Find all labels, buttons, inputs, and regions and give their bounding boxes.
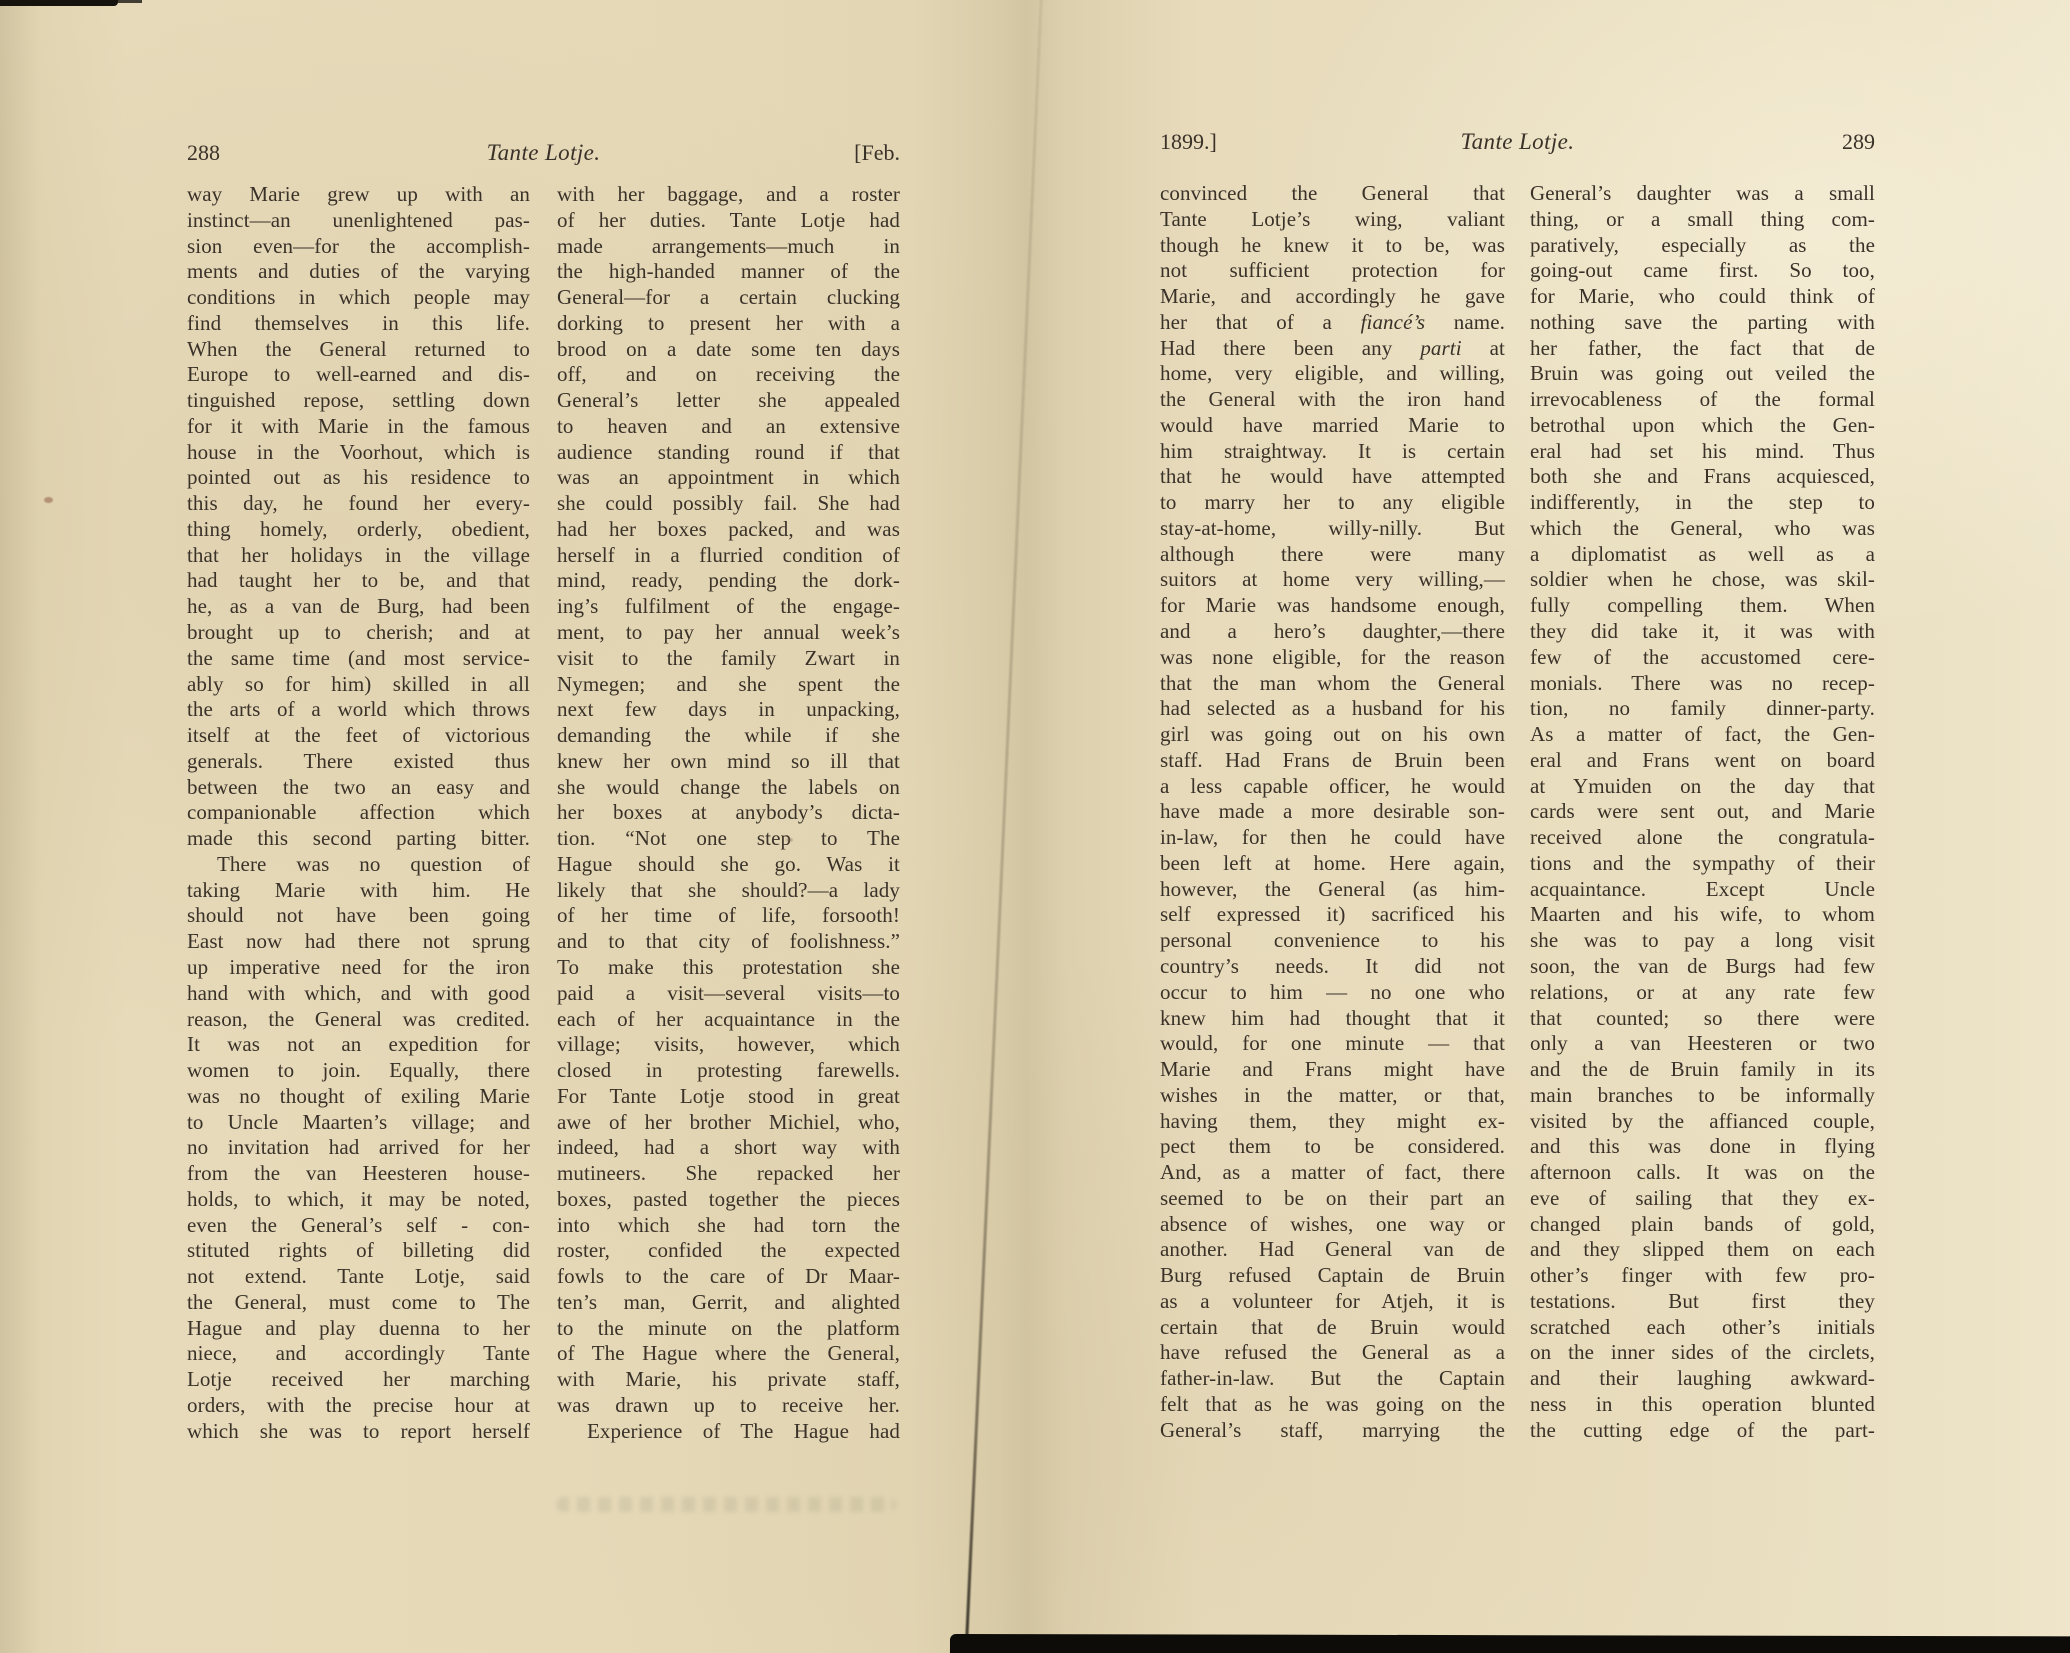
text-line: betrothal upon which the Gen- xyxy=(1530,412,1875,437)
text-line: father-in-law. But the Captain xyxy=(1160,1366,1505,1391)
text-line: another. Had General van de xyxy=(1160,1237,1505,1262)
right-page-header xyxy=(1160,129,1875,163)
text-line: would, for one minute — that xyxy=(1160,1031,1505,1056)
text-line: Bruin was going out veiled the xyxy=(1530,361,1875,386)
text-line: closed in protesting farewells. xyxy=(557,1058,900,1083)
text-line: to heaven and an extensive xyxy=(557,413,900,438)
text-line: way Marie grew up with an xyxy=(187,182,530,206)
text-line: that her holidays in the village xyxy=(187,542,530,567)
text-line: ing’s fulfilment of the engage- xyxy=(557,594,900,619)
text-line: orders, with the precise hour at xyxy=(187,1392,530,1417)
text-line: which the General, who was xyxy=(1530,515,1875,540)
text-line: cards were sent out, and Marie xyxy=(1530,799,1875,824)
text-line: the high-handed manner of the xyxy=(557,259,900,284)
text-line: tions and the sympathy of their xyxy=(1530,850,1875,875)
text-line: and to that city of foolishness.” xyxy=(557,929,900,954)
text-line: would have married Marie to xyxy=(1160,412,1505,437)
text-line: though he knew it to be, was xyxy=(1160,232,1505,257)
text-line: self expressed it) sacrificed his xyxy=(1160,902,1505,927)
text-line: wishes in the matter, or that, xyxy=(1160,1082,1505,1107)
text-line: country’s needs. It did not xyxy=(1160,953,1505,978)
text-line: have made a more desirable son- xyxy=(1160,799,1505,824)
text-line: reason, the General was credited. xyxy=(187,1006,530,1031)
text-line: other’s finger with few pro- xyxy=(1530,1263,1875,1288)
text-line: awe of her brother Michiel, who, xyxy=(557,1109,900,1134)
text-line: For Tante Lotje stood in great xyxy=(557,1083,900,1108)
text-line: relations, or at any rate few xyxy=(1530,979,1875,1004)
text-line: convinced the General that xyxy=(1160,181,1505,205)
text-line: for Marie, who could think of xyxy=(1530,284,1875,309)
text-line: was drawn up to receive her. xyxy=(557,1392,900,1417)
text-line: the General, must come to The xyxy=(187,1289,530,1314)
text-line: audience standing round if that xyxy=(557,439,900,464)
text-column xyxy=(1530,181,1875,1444)
text-line: that the man whom the General xyxy=(1160,670,1505,695)
text-line: although there were many xyxy=(1160,541,1505,566)
text-line: generals. There existed thus xyxy=(187,748,530,773)
text-line: next few days in unpacking, xyxy=(557,697,900,722)
issue-year-marker: 1899.] xyxy=(1160,129,1217,154)
text-line: girl was going out on his own xyxy=(1160,722,1505,747)
book-gutter-crease xyxy=(963,0,1044,1653)
left-page xyxy=(187,0,900,1443)
text-line: been left at home. Here again, xyxy=(1160,850,1505,875)
text-line: conditions in which people may xyxy=(187,285,530,310)
text-line: staff. Had Frans de Bruin been xyxy=(1160,747,1505,772)
text-line: Hague should she go. Was it xyxy=(557,851,900,876)
text-line: absence of wishes, one way or xyxy=(1160,1211,1505,1236)
text-line: she could possibly fail. She had xyxy=(557,491,900,516)
text-line: General’s letter she appealed xyxy=(557,388,900,413)
text-line: hand with which, and with good xyxy=(187,980,530,1005)
text-line: instinct—an unenlightened pas- xyxy=(187,207,530,232)
text-line: Maarten and his wife, to whom xyxy=(1530,902,1875,927)
text-line: to marry her to any eligible xyxy=(1160,490,1505,515)
left-page-columns xyxy=(187,182,900,1445)
text-line: monials. There was no recep- xyxy=(1530,670,1875,695)
text-line: this day, he found her every- xyxy=(187,491,530,516)
left-page-header xyxy=(187,140,900,174)
text-line: the General with the iron hand xyxy=(1160,387,1505,412)
text-line: fully compelling them. When xyxy=(1530,593,1875,618)
text-line: to the minute on the platform xyxy=(557,1315,900,1340)
text-line: taking Marie with him. He xyxy=(187,877,530,902)
text-line: likely that she should?—a lady xyxy=(557,877,900,902)
text-line: in-law, for then he could have xyxy=(1160,825,1505,850)
text-line: the same time (and most service- xyxy=(187,645,530,670)
text-line: at Ymuiden on the day that xyxy=(1530,773,1875,798)
text-line: however, the General (as him- xyxy=(1160,876,1505,901)
right-page-columns xyxy=(1160,181,1875,1444)
text-line: with Marie, his private staff, xyxy=(557,1367,900,1392)
text-line: brought up to cherish; and at xyxy=(187,620,530,645)
text-line: knew him had thought that it xyxy=(1160,1005,1505,1030)
text-line: soldier when he chose, was skil- xyxy=(1530,567,1875,592)
text-line: stituted rights of billeting did xyxy=(187,1238,530,1263)
text-line: and the de Bruin family in its xyxy=(1530,1057,1875,1082)
text-line: her father, the fact that de xyxy=(1530,335,1875,360)
text-line: for it with Marie in the famous xyxy=(187,413,530,438)
text-line: Marie, and accordingly he gave xyxy=(1160,284,1505,309)
text-line: mutineers. She repacked her xyxy=(557,1161,900,1186)
text-line: he, as a van de Burg, had been xyxy=(187,594,530,619)
text-line: General—for a certain clucking xyxy=(557,285,900,310)
text-line: to Uncle Maarten’s village; and xyxy=(187,1109,530,1134)
text-column xyxy=(187,182,530,1445)
text-line: and they slipped them on each xyxy=(1530,1237,1875,1262)
text-line: Lotje received her marching xyxy=(187,1367,530,1392)
text-line: There was no question of xyxy=(217,851,530,876)
text-line: of The Hague where the General, xyxy=(557,1341,900,1366)
text-line: irrevocableness of the formal xyxy=(1530,387,1875,412)
text-line: visited by the affianced couple, xyxy=(1530,1108,1875,1133)
issue-date-marker: [Feb. xyxy=(854,140,900,165)
text-line: having them, they might ex- xyxy=(1160,1108,1505,1133)
right-page xyxy=(1160,0,1875,1442)
text-line: companionable affection which xyxy=(187,800,530,825)
scan-speck xyxy=(44,497,53,503)
text-line: holds, to which, it may be noted, xyxy=(187,1186,530,1211)
text-line: personal convenience to his xyxy=(1160,928,1505,953)
running-title-left: Tante Lotje. xyxy=(486,140,601,165)
text-line: suitors at home very willing,— xyxy=(1160,567,1505,592)
text-line: made this second parting bitter. xyxy=(187,826,530,851)
text-line: that counted; so there were xyxy=(1530,1005,1875,1030)
text-line: was none eligible, for the reason xyxy=(1160,644,1505,669)
scan-edge-top-left xyxy=(0,0,118,6)
text-line: thing, or a small thing com- xyxy=(1530,206,1875,231)
text-line: ments and duties of the varying xyxy=(187,259,530,284)
text-line: ably so for him) skilled in all xyxy=(187,671,530,696)
text-line: Nymegen; and she spent the xyxy=(557,671,900,696)
text-line: and a hero’s daughter,—there xyxy=(1160,619,1505,644)
text-line: Burg refused Captain de Bruin xyxy=(1160,1263,1505,1288)
text-line: they did take it, it was with xyxy=(1530,619,1875,644)
text-line: It was not an expedition for xyxy=(187,1032,530,1057)
text-line: pointed out as his residence to xyxy=(187,465,530,490)
text-line: Experience of The Hague had xyxy=(587,1418,900,1443)
text-line: with her baggage, and a roster xyxy=(557,182,900,206)
text-column xyxy=(557,182,900,1445)
text-line: eral had set his mind. Thus xyxy=(1530,438,1875,463)
text-line: dorking to present her with a xyxy=(557,310,900,335)
text-line: tinguished repose, settling down xyxy=(187,388,530,413)
text-line: a diplomatist as well as a xyxy=(1530,541,1875,566)
text-line: indeed, had a short way with xyxy=(557,1135,900,1160)
left-edge-shadow xyxy=(0,0,40,1653)
text-line: felt that as he was going on the xyxy=(1160,1391,1505,1416)
text-line: that he would have attempted xyxy=(1160,464,1505,489)
text-line: not extend. Tante Lotje, said xyxy=(187,1264,530,1289)
text-line: ten’s man, Gerrit, and alighted xyxy=(557,1289,900,1314)
text-line: had selected as a husband for his xyxy=(1160,696,1505,721)
text-line: made arrangements—much in xyxy=(557,233,900,258)
text-line: of her time of life, forsooth! xyxy=(557,903,900,928)
text-line: both she and Frans acquiesced, xyxy=(1530,464,1875,489)
text-line: off, and on receiving the xyxy=(557,362,900,387)
text-line: village; visits, however, which xyxy=(557,1032,900,1057)
text-line: no invitation had arrived for her xyxy=(187,1135,530,1160)
scan-edge-top-left-fade xyxy=(116,0,142,3)
text-line: nothing save the parting with xyxy=(1530,309,1875,334)
text-line: And, as a matter of fact, there xyxy=(1160,1160,1505,1185)
text-line: not sufficient protection for xyxy=(1160,258,1505,283)
text-line: ment, to pay her annual week’s xyxy=(557,620,900,645)
text-line: niece, and accordingly Tante xyxy=(187,1341,530,1366)
text-line: certain that de Bruin would xyxy=(1160,1314,1505,1339)
text-line: mind, ready, pending the dork- xyxy=(557,568,900,593)
text-line: and this was done in flying xyxy=(1530,1134,1875,1159)
text-line: sion even—for the accomplish- xyxy=(187,233,530,258)
text-line: soon, the van de Burgs had few xyxy=(1530,953,1875,978)
text-line: him straightway. It is certain xyxy=(1160,438,1505,463)
text-line: Tante Lotje’s wing, valiant xyxy=(1160,206,1505,231)
text-line: East now had there not sprung xyxy=(187,929,530,954)
text-line: Hague and play duenna to her xyxy=(187,1315,530,1340)
text-line: her boxes at anybody’s dicta- xyxy=(557,800,900,825)
text-line: thing homely, orderly, obedient, xyxy=(187,516,530,541)
text-line: boxes, pasted together the pieces xyxy=(557,1186,900,1211)
text-line: into which she had torn the xyxy=(557,1212,900,1237)
ink-showthrough xyxy=(556,1497,896,1512)
text-line: demanding the while if she xyxy=(557,723,900,748)
text-line: she would change the labels on xyxy=(557,774,900,799)
text-line: paratively, especially as the xyxy=(1530,232,1875,257)
text-line: Europe to well-earned and dis- xyxy=(187,362,530,387)
text-line: on the inner sides of the circlets, xyxy=(1530,1340,1875,1365)
text-line: stay-at-home, willy-nilly. But xyxy=(1160,515,1505,540)
text-line: To make this protestation she xyxy=(557,954,900,979)
text-line: paid a visit—several visits—to xyxy=(557,980,900,1005)
text-line: ness in this operation blunted xyxy=(1530,1391,1875,1416)
text-line: home, very eligible, and willing, xyxy=(1160,361,1505,386)
text-line: knew her own mind so ill that xyxy=(557,748,900,773)
text-line: seemed to be on their part an xyxy=(1160,1185,1505,1210)
text-line: acquaintance. Except Uncle xyxy=(1530,876,1875,901)
text-line: Had there been any parti at xyxy=(1160,335,1505,360)
text-line: women to join. Equally, there xyxy=(187,1058,530,1083)
page-number-left: 288 xyxy=(187,140,220,165)
text-line: afternoon calls. It was on the xyxy=(1530,1160,1875,1185)
text-line: General’s daughter was a small xyxy=(1530,181,1875,205)
text-line: main branches to be informally xyxy=(1530,1082,1875,1107)
page-number-right: 289 xyxy=(1842,129,1875,154)
text-line: for Marie was handsome enough, xyxy=(1160,593,1505,618)
text-line: going-out came first. So too, xyxy=(1530,258,1875,283)
text-line: from the van Heesteren house- xyxy=(187,1161,530,1186)
text-line: find themselves in this life. xyxy=(187,310,530,335)
text-line: brood on a date some ten days xyxy=(557,336,900,361)
text-line: as a volunteer for Atjeh, it is xyxy=(1160,1288,1505,1313)
text-line: General’s staff, marrying the xyxy=(1160,1417,1505,1442)
text-line: each of her acquaintance in the xyxy=(557,1006,900,1031)
text-line: should not have been going xyxy=(187,903,530,928)
text-line: only a van Heesteren or two xyxy=(1530,1031,1875,1056)
scan-edge-bottom xyxy=(950,1634,2070,1653)
text-line: pect them to be considered. xyxy=(1160,1134,1505,1159)
text-line: which she was to report herself xyxy=(187,1418,530,1443)
text-line: changed plain bands of gold, xyxy=(1530,1211,1875,1236)
text-line: testations. But first they xyxy=(1530,1288,1875,1313)
text-line: between the two an easy and xyxy=(187,774,530,799)
text-line: scratched each other’s initials xyxy=(1530,1314,1875,1339)
text-line: tion. “Not one step to The xyxy=(557,826,900,851)
text-line: tion, no family dinner-party. xyxy=(1530,696,1875,721)
text-line: As a matter of fact, the Gen- xyxy=(1530,722,1875,747)
text-line: herself in a flurried condition of xyxy=(557,542,900,567)
text-line: eral and Frans went on board xyxy=(1530,747,1875,772)
text-line: indifferently, in the step to xyxy=(1530,490,1875,515)
scan-speck xyxy=(786,838,793,842)
text-line: her that of a fiancé’s name. xyxy=(1160,309,1505,334)
text-line: visit to the family Zwart in xyxy=(557,645,900,670)
text-line: had her boxes packed, and was xyxy=(557,516,900,541)
text-line: When the General returned to xyxy=(187,336,530,361)
text-line: few of the accustomed cere- xyxy=(1530,644,1875,669)
text-line: even the General’s self - con- xyxy=(187,1212,530,1237)
text-line: house in the Voorhout, which is xyxy=(187,439,530,464)
text-line: have refused the General as a xyxy=(1160,1340,1505,1365)
text-line: and their laughing awkward- xyxy=(1530,1366,1875,1391)
text-line: fowls to the care of Dr Maar- xyxy=(557,1264,900,1289)
text-line: itself at the feet of victorious xyxy=(187,723,530,748)
text-line: of her duties. Tante Lotje had xyxy=(557,207,900,232)
text-line: she was to pay a long visit xyxy=(1530,928,1875,953)
text-line: the arts of a world which throws xyxy=(187,697,530,722)
text-line: had taught her to be, and that xyxy=(187,568,530,593)
running-title-right: Tante Lotje. xyxy=(1460,129,1575,154)
text-line: occur to him — no one who xyxy=(1160,979,1505,1004)
text-line: received alone the congratula- xyxy=(1530,825,1875,850)
text-line: was an appointment in which xyxy=(557,465,900,490)
text-line: a less capable officer, he would xyxy=(1160,773,1505,798)
text-line: Marie and Frans might have xyxy=(1160,1057,1505,1082)
text-line: roster, confided the expected xyxy=(557,1238,900,1263)
text-column xyxy=(1160,181,1505,1444)
text-line: the cutting edge of the part- xyxy=(1530,1417,1875,1442)
text-line: up imperative need for the iron xyxy=(187,954,530,979)
text-line: was no thought of exiling Marie xyxy=(187,1083,530,1108)
text-line: eve of sailing that they ex- xyxy=(1530,1185,1875,1210)
